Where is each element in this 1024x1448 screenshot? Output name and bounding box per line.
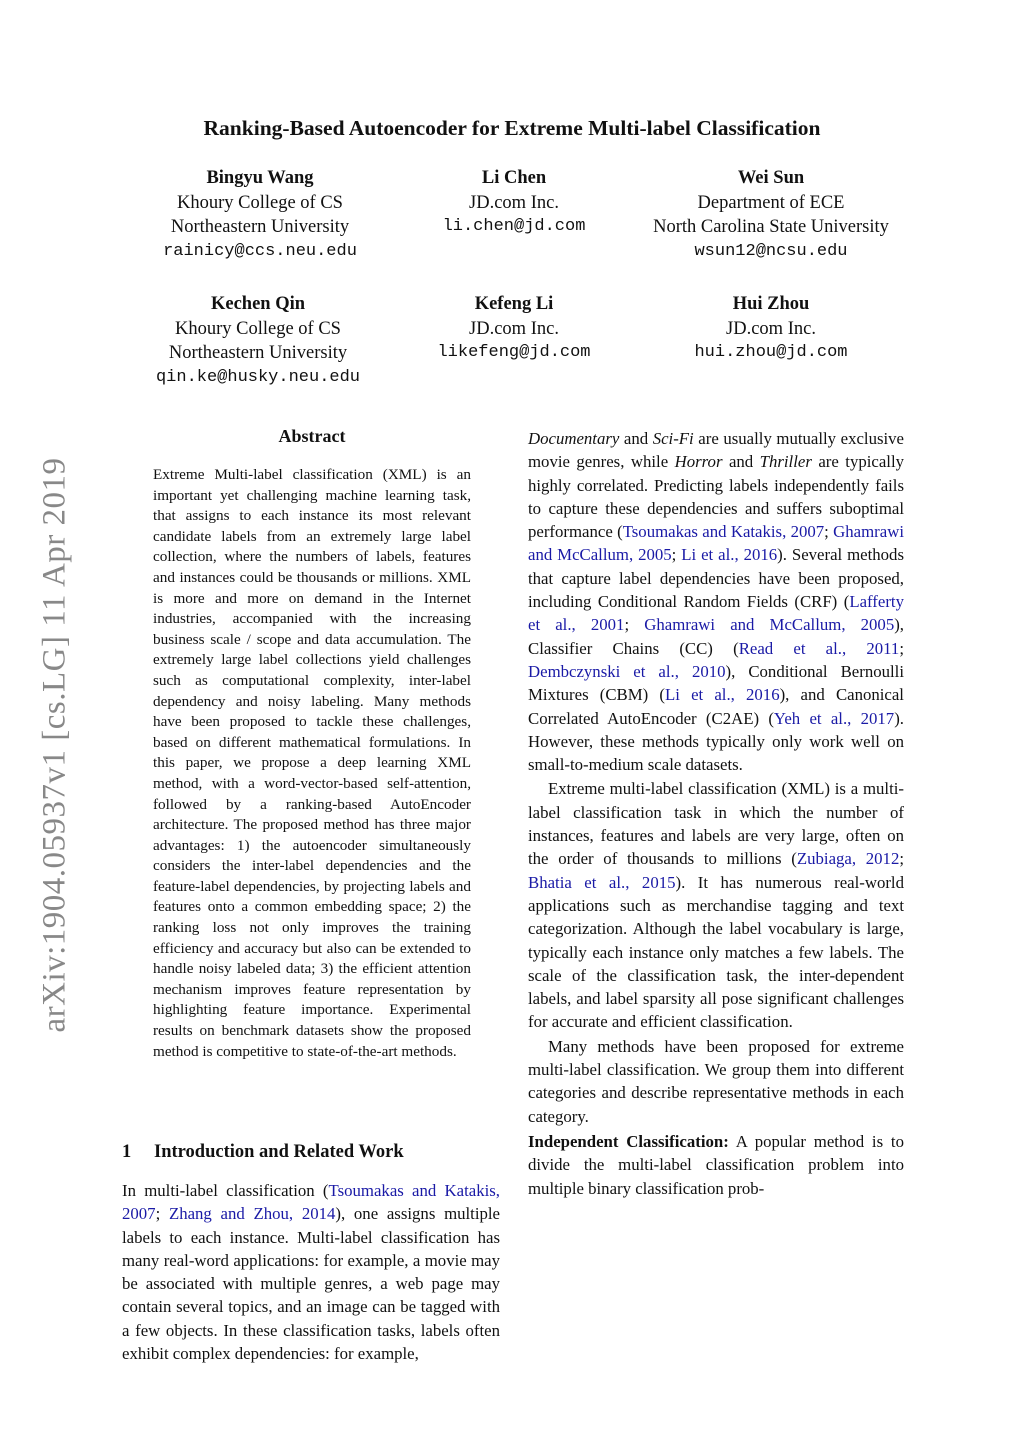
author-name: Hui Zhou <box>732 294 810 314</box>
intro-paragraph-continued <box>528 427 904 776</box>
citation-link[interactable]: Li et al., 2016 <box>681 545 778 565</box>
author-affiliation: JD.com Inc. <box>469 318 559 339</box>
citation-link[interactable]: Ghamrawi and McCallum, 2005 <box>528 522 904 565</box>
author-name: Wei Sun <box>737 168 805 188</box>
abstract-text: Extreme Multi-label classification (XML) is an important yet challenging machine learning task, that assigns to each instance its most relevant candidate labels from an extremely large label collection, where the numbers of labels, features and instances could be thousands or millions. XML is more and more on demand in the Internet industries, accompanied with the increasing business scale / scope and data accumulation. The extremely large label collections yield challenges such as computational complexity, inter-label dependency and noisy labeling. Many methods have been proposed to tackle these challenges, based on different mathematical formulations. In this paper, we propose a deep learning XML method, with a word-vector-based self-attention, followed by a ranking-based AutoEncoder architecture. The proposed method has three major advantages: 1) the autoencoder simultaneously considers the inter-label dependencies and the feature-label dependencies, by projecting labels and features onto a common embedding space; 2) the ranking loss not only improves the training efficiency and accuracy but also can be extended to handle noisy labeled data; 3) the efficient attention mechanism improves feature representation by highlighting feature importance. Experimental results on benchmark datasets show the proposed method is competitive to state-of-the-art methods. <box>153 466 471 1060</box>
text-run: ), one assigns multiple labels to each instance. Multi-label classification has many real-word applications: for example, a movie may be associated with multiple genres, a web page may contain several topics, and an image can be tagged with a few objects. In these classification tasks, labels often exhibit complex dependencies: for example, <box>122 1204 501 1364</box>
section-number: 1 <box>122 1142 132 1162</box>
author-name: Kefeng Li <box>474 294 554 314</box>
author-name: Bingyu Wang <box>206 168 314 188</box>
author-card <box>611 166 931 264</box>
author-email[interactable]: qin.ke@husky.neu.edu <box>155 367 361 387</box>
author-affiliation: Northeastern University <box>168 343 348 363</box>
arxiv-stamp: arXiv:1904.05937v1 [cs.LG] 11 Apr 2019 <box>36 457 73 1033</box>
author-affiliation: JD.com Inc. <box>469 192 559 213</box>
emphasis: Thriller <box>759 452 812 472</box>
citation-link[interactable]: Zhang and Zhou, 2014 <box>168 1204 336 1224</box>
text-run: ), Classifier Chains (CC) ( <box>528 615 905 658</box>
left-column-text <box>122 1179 500 1365</box>
emphasis: Sci-Fi <box>652 429 694 448</box>
author-email[interactable]: rainicy@ccs.neu.edu <box>163 241 357 261</box>
author-affiliation: North Carolina State University <box>653 217 889 237</box>
citation-link[interactable]: Bhatia et al., 2015 <box>528 872 676 892</box>
section-heading <box>122 1142 404 1163</box>
author-affiliation: JD.com Inc. <box>726 318 816 339</box>
xml-paragraph <box>528 777 904 1033</box>
text-run: ; <box>899 849 905 869</box>
citation-link[interactable]: Read et al., 2011 <box>738 638 900 658</box>
text-run: ), and Canonical Correlated AutoEncoder (C2AE) ( <box>528 685 904 728</box>
text-run: and <box>619 429 653 448</box>
independent-classification-paragraph <box>528 1130 904 1200</box>
author-affiliation: Northeastern University <box>170 217 350 237</box>
citation-link[interactable]: Yeh et al., 2017 <box>773 708 895 728</box>
text-run: In multi-label classification ( <box>122 1181 329 1200</box>
paper-title: Ranking-Based Autoencoder for Extreme Multi-label Classification <box>203 116 821 140</box>
author-affiliation: Department of ECE <box>697 192 845 213</box>
text-run: ), Conditional Bernoulli Mixtures (CBM) ( <box>528 661 904 705</box>
text-run: ; <box>155 1204 169 1224</box>
author-name: Li Chen <box>481 168 547 188</box>
author-email[interactable]: wsun12@ncsu.edu <box>694 241 848 261</box>
text-run: ; <box>624 615 645 635</box>
citation-link[interactable]: Lafferty et al., 2001 <box>528 592 904 635</box>
author-affiliation: Khoury College of CS <box>175 318 341 339</box>
citation-link[interactable]: Zubiaga, 2012 <box>796 849 900 869</box>
text-run: ). Several methods that capture label dependencies have been proposed, including Conditional Random Fields (CRF) ( <box>528 545 904 612</box>
emphasis: Horror <box>674 452 723 472</box>
emphasis: Documentary <box>528 429 620 448</box>
right-column-text <box>528 427 904 1200</box>
text-run: are typically highly correlated. Predicting labels independently fails to capture these dependencies and suffers suboptimal performance ( <box>528 452 904 542</box>
text-run: ; <box>899 638 904 658</box>
run-in-heading: Independent Classification: <box>528 1131 729 1151</box>
text-run: ; <box>671 545 682 565</box>
author-affiliation: Khoury College of CS <box>177 192 343 213</box>
section-title: Introduction and Related Work <box>154 1142 404 1162</box>
methods-paragraph: Many methods have been proposed for extreme multi-label classification. We group them into different categories and describe representative methods in each category. <box>528 1036 904 1126</box>
citation-link[interactable]: Li et al., 2016 <box>665 685 780 705</box>
intro-paragraph <box>122 1179 500 1365</box>
abstract-heading: Abstract <box>278 426 346 446</box>
text-run: are usually mutually exclusive movie genres, while <box>528 429 904 472</box>
text-run: ). However, these methods typically only work well on small-to-medium scale datasets. <box>528 708 904 775</box>
author-email[interactable]: hui.zhou@jd.com <box>694 343 848 362</box>
text-run: and <box>722 452 760 472</box>
citation-link[interactable]: Tsoumakas and Katakis, 2007 <box>122 1181 501 1224</box>
citation-link[interactable]: Ghamrawi and McCallum, 2005 <box>644 615 895 635</box>
text-run: Extreme multi-label classification (XML) is a multi-label classification task in which the number of instances, features and labels are very large, often on the order of thousands to millions ( <box>528 779 904 869</box>
text-run: ; <box>824 522 834 542</box>
author-email[interactable]: li.chen@jd.com <box>442 217 586 236</box>
citation-link[interactable]: Tsoumakas and Katakis, 2007 <box>622 522 825 542</box>
author-name: Kechen Qin <box>210 294 306 314</box>
author-email[interactable]: likefeng@jd.com <box>437 343 591 362</box>
author-card <box>611 292 931 366</box>
text-run: ). It has numerous real-world applications such as merchandise tagging and text categorization. Although the label vocabulary is large, typically each instance only matches a few labels. The scale of the classification task, the inter-dependent labels, and label sparsity all pose significant challenges for accurate and efficient classification. <box>528 872 904 1032</box>
text-run: A popular method is to divide the multi-label classification problem into multiple binary classification prob- <box>528 1131 904 1198</box>
citation-link[interactable]: Dembczynski et al., 2010 <box>528 661 726 681</box>
